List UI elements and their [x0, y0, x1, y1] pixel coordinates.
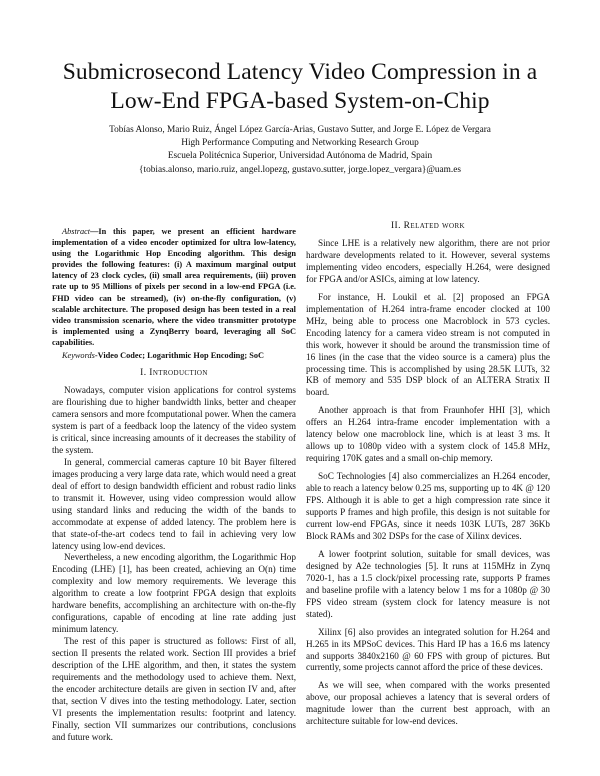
keywords-label: Keywords	[62, 351, 95, 361]
keywords	[52, 350, 296, 361]
title-line: Submicrosecond Latency Video Compression in a	[62, 59, 538, 85]
paragraph: Nevertheless, a new encoding algorithm, the Logarithmic Hop Encoding (LHE) [1], has been created, achieving an O(n) time complexity and low memory requirements. We leverage this algorithm to create a low footprint FPGA design that exploits hardware benefits, accomplishing an architecture with on-the-fly configurations, capable of encoding at line rate adding just minimum latency.	[52, 552, 296, 635]
paragraph: As we will see, when compared with the works presented above, our proposal achieves a latency that is several orders of magnitude lower than the current best approach, with an architecture suitable for low-end devices.	[306, 680, 550, 727]
paragraph: The rest of this paper is structured as follows: First of all, section II presents the related work. Section III provides a brief description of the LHE algorithm, and then, it states the system requirements and the methodology used to achieve them. Next, the encoder architecture details are given in section IV and, after that, section V dives into the testing methodology. Later, section VI presents the implementation results: footprint and latency. Finally, section VII summarizes our contributions, conclusions and future work.	[52, 636, 296, 742]
paragraph: Since LHE is a relatively new algorithm, there are not prior hardware developments related to it. However, several systems implementing video encoders, especially H.264, were designed for FPGA and/or ASICs, aiming at low latency.	[306, 238, 550, 284]
section-heading-introduction: I. Introduction	[140, 368, 208, 379]
author-affiliation: Escuela Politécnica Superior, Universidad Autónoma de Madrid, Spain	[167, 151, 433, 162]
paragraph: Another approach is that from Fraunhofer HHI [3], which offers an H.264 intra-frame encoder implementation with a latency below one macroblock line, which is at least 3 ms. It allows up to 1080p video with a system clock of 145.8 MHz, requiring 170K gates and a small on-chip memory.	[306, 405, 550, 464]
right-column	[306, 220, 550, 728]
abstract-text: —In this paper, we present an efficient hardware implementation of a video encoder optimized for ultra low-latency, using the Logarithmic Hop Encoding algorithm. This design provides the following features: (i) A maximum marginal output latency of 23 clock cycles, (ii) small area requirements, (iii) proven rate up to 95 Millions of pixels per second in a low-end FPGA (i.e. FHD video can be streamed), (iv) on-the-fly configuration, (v) scalable architecture. The proposed design has been tested in a real video transmission scenario, where the video transmitter prototype is implemented using a ZynqBerry board, leveraging all SoC capabilities.	[52, 227, 296, 347]
author-emails: {tobias.alonso, mario.ruiz, angel.lopezg, gustavo.sutter, jorge.lopez_vergara}@uam.es	[139, 164, 461, 175]
paragraph: A lower footprint solution, suitable for small devices, was designed by A2e technologies [5]. It runs at 115MHz in Zynq 7020-1, has a 1.5 clock/pixel processing rate, supports P frames and baseline profile with a latency below 1 ms for a 1080p @ 30 FPS video stream (system clock for latency measure is not stated).	[306, 548, 550, 619]
paper-title	[40, 58, 560, 116]
keywords-text: -Video Codec; Logarithmic Hop Encoding; SoC	[94, 351, 264, 361]
section-heading-related-work: II. Related work	[390, 221, 465, 231]
paragraph: Xilinx [6] also provides an integrated solution for H.264 and H.265 in its MPSoC devices. This Hard IP has a 16.6 ms latency and supports 3840x2160 @ 60 FPS with group of pictures. But currently, some projects cannot afford the price of these devices.	[306, 626, 550, 673]
title-line: Low-End FPGA-based System-on-Chip	[110, 88, 490, 114]
abstract	[52, 226, 296, 348]
abstract-label: Abstract	[62, 227, 91, 236]
author-names: Tobías Alonso, Mario Ruiz, Ángel López García-Arias, Gustavo Sutter, and Jorge E. López de Vergara	[109, 125, 491, 135]
author-group: High Performance Computing and Networking Research Group	[181, 138, 419, 149]
paragraph: Nowadays, computer vision applications for control systems are flourishing due to higher bandwidth links, better and cheaper camera sensors and more fcomputational power. When the camera system is part of a feedback loop the latency of the video system is critical, since increasing amounts of it decreases the stability of the system.	[52, 385, 296, 455]
paragraph: In general, commercial cameras capture 10 bit Bayer filtered images producing a very large data rate, which would need a great deal of effort to design bandwidth efficient and robust radio links to transmit it. However, using video compression would allow using standard links and reducing the width of the bands to accommodate at expense of added latency. The problem here is that state-of-the-art codecs tend to fail in achieving very low latency using low-end devices.	[52, 456, 296, 551]
author-block	[40, 124, 560, 177]
paragraph: SoC Technologies [4] also commercializes an H.264 encoder, able to reach a latency below 0.25 ms, supporting up to 4K @ 120 FPS. Although it is able to get a high compression rate since it supports P frames and high profile, this design is not suitable for current low-end FPGAs, since it needs 103K LUTs, 287 36Kb Block RAMs and 302 DSPs for the case of Xilinx devices.	[306, 471, 550, 541]
paragraph: For instance, H. Loukil et al. [2] proposed an FPGA implementation of H.264 intra-frame encoder clocked at 100 MHz, being able to process one Macroblock in 573 cycles. Encoding latency for a camera video stream is not computed in this work, however it should be around the transmission time of 16 lines (in the case that the video source is a camera) plus the processing time. This is accomplished by using 28.5K LUTs, 32 KB of memory and 535 DSP block of an ALTERA Stratix II board.	[306, 291, 550, 398]
left-column	[52, 226, 296, 744]
